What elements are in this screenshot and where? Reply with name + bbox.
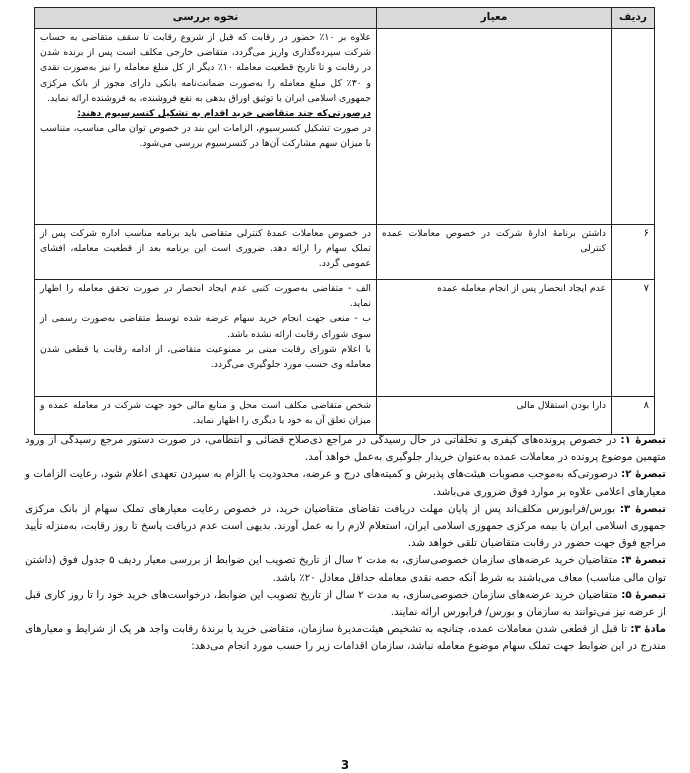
criterion-cell: داشتن برنامهٔ ادارهٔ شرکت در خصوص معاملات عمده کنترلی [377,225,612,280]
header-review-method: نحوه بررسی [35,8,377,29]
review-item: الف - متقاضی به‌صورت کتبی عدم ایجاد انحصار در صورت تحقق معامله را اظهار نماید. [40,283,371,310]
header-criterion: معیار [377,8,612,29]
review-item: ب - منعی جهت انجام خرید سهام عرضه شده توسط متقاضی به‌صورت رسمی از سوی شورای رقابت ارائه نشده باشد. [40,313,371,340]
table-row [35,280,655,397]
note-text: متقاضیان خرید عرضه‌های سازمان خصوصی‌سازی، به مدت ۲ سال از تاریخ تصویب این ضوابط از بررسی معیار ردیف ۵ جدول فوق (داشتن توان مالی مناسب) معاف می‌باشند به شرط آنکه حصه نقدی معامله حداقل معادل ۲۰٪ باشد. [25,554,666,584]
review-text: شخص متقاضی مکلف است محل و منابع مالی خود جهت شرکت در معامله عمده و میزان تعلق آن به خود یا دیگری را اظهار نماید. [40,400,371,427]
note-label: تبصرهٔ ۵: [621,588,666,601]
row-number: ۸ [612,397,655,435]
row-number: ۶ [612,225,655,280]
review-text: در خصوص معاملات عمدهٔ کنترلی متقاضی باید برنامه مناسب اداره شرکت پس از تملک سهام را ارائه دهد. ضروری است این برنامه بعد از قطعیت معامله، افشای عمومی گردد. [40,228,371,270]
table-row [35,29,655,225]
article-label: مادهٔ ۳: [630,623,666,636]
note-paragraph [25,552,666,586]
criteria-table [34,7,655,435]
note-text: متقاضیان خرید عرضه‌های سازمان خصوصی‌سازی، به مدت ۲ سال از تاریخ تصویب این ضوابط، درخواست‌های خرید خود را تا روز کاری قبل از عرضه نیز می‌توانند به سازمان و بورس/ فرابورس ارائه نمایند. [25,588,666,619]
review-cell [35,225,377,280]
criterion-cell: عدم ایجاد انحصار پس از انجام معامله عمده [377,280,612,397]
review-text: علاوه بر ۱۰٪ حضور در رقابت که قبل از شروع رقابت تا سقف متقاضی به حساب شرکت سپرده‌گذاری واریز می‌گردد، متقاضی خارجی مکلف است پس از برنده شدن در رقابت و تا تاریخ قطعیت معامله ۱۰٪ دیگر از کل مبلغ معامله را نیز به‌صورت نقدی و ۳۰٪ کل مبلغ معامله را به‌صورت ضمانت‌نامه بانکی دارای مجوز از بانک مرکزی جمهوری اسلامی ایران یا توثیق اوراق بدهی به نفع فروشنده، به فروشنده ارائه نماید. [40,32,371,104]
note-paragraph [25,466,666,500]
header-row-number: ردیف [612,8,655,29]
review-cell [35,397,377,435]
notes-section [25,432,666,656]
row-number [612,29,655,225]
article-text: تا قبل از قطعی شدن معاملات عمده، چنانچه به تشخیص هیئت‌مدیرهٔ سازمان، متقاضی خرید یا برندهٔ رقابت واجد هر یک از شرایط و معیارهای مندرج در این ضوابط جهت تملک سهام موضوع معامله نباشد، سازمان اقدامات زیر را حسب مورد انجام می‌دهد: [25,623,666,653]
note-text: بورس/فرابورس مکلف‌اند پس از پایان مهلت دریافت تقاضای متقاضیان خرید، در خصوص رعایت معیارهای تملک سهام از بانک مرکزی جمهوری اسلامی ایران یا بیمه مرکزی جمهوری اسلامی ایران، استعلام لازم را به عمل آورند. بدیهی است عدم دریافت پاسخ تا روز رقابت، به‌منزله تأیید مراجع فوق جهت حضور در رقابت متقاضیان تلقی خواهد شد. [25,502,666,550]
note-paragraph [25,587,666,621]
review-item: با اعلام شورای رقابت مبنی بر ممنوعیت متقاضی، از ادامه رقابت یا قطعی شدن معامله وی حسب مورد جلوگیری می‌گردد. [40,343,371,371]
note-label: تبصرهٔ ۳: [619,502,666,515]
row-number: ۷ [612,280,655,397]
criterion-cell: دارا بودن استقلال مالی [377,397,612,435]
note-paragraph [25,501,666,553]
note-label: تبصرهٔ ۱: [620,434,666,446]
note-label: تبصرهٔ ۴: [621,554,667,567]
table-header-row [35,8,655,29]
note-text: درصورتی‌که به‌موجب مصوبات هیئت‌های پذیرش و کمیته‌های درج و عرضه، محدودیت یا الزام به سپردن تعهدی اعلام شود، رعایت الزامات و معیارهای اعلامی علاوه بر موارد فوق ضروری می‌باشد. [25,468,666,498]
article-paragraph [25,621,666,655]
criterion-cell [377,29,612,225]
review-cell [35,280,377,397]
table-row [35,397,655,435]
note-paragraph [25,432,666,466]
note-text: در خصوص پرونده‌های کیفری و تخلفاتی در حال رسیدگی در مراجع ذی‌صلاح قضائی و انتظامی، در صورت دستور مرجع رسیدگی از ورود متهمین موضوع پرونده در معاملات عمده به‌عنوان خریدار جلوگیری به‌عمل خواهد آمد. [25,434,666,464]
table-row [35,225,655,280]
consortium-heading: درصورتی‌که چند متقاضی خرید اقدام به تشکیل کنسرسیوم دهند: [77,108,371,120]
page-number: 3 [340,758,350,772]
note-label: تبصرهٔ ۲: [621,468,666,481]
review-text: در صورت تشکیل کنسرسیوم، الزامات این بند در خصوص توان مالی مناسب، متناسب با میزان سهم مشارکت آن‌ها در کنسرسیوم بررسی می‌شود. [40,123,371,150]
review-cell [35,29,377,225]
